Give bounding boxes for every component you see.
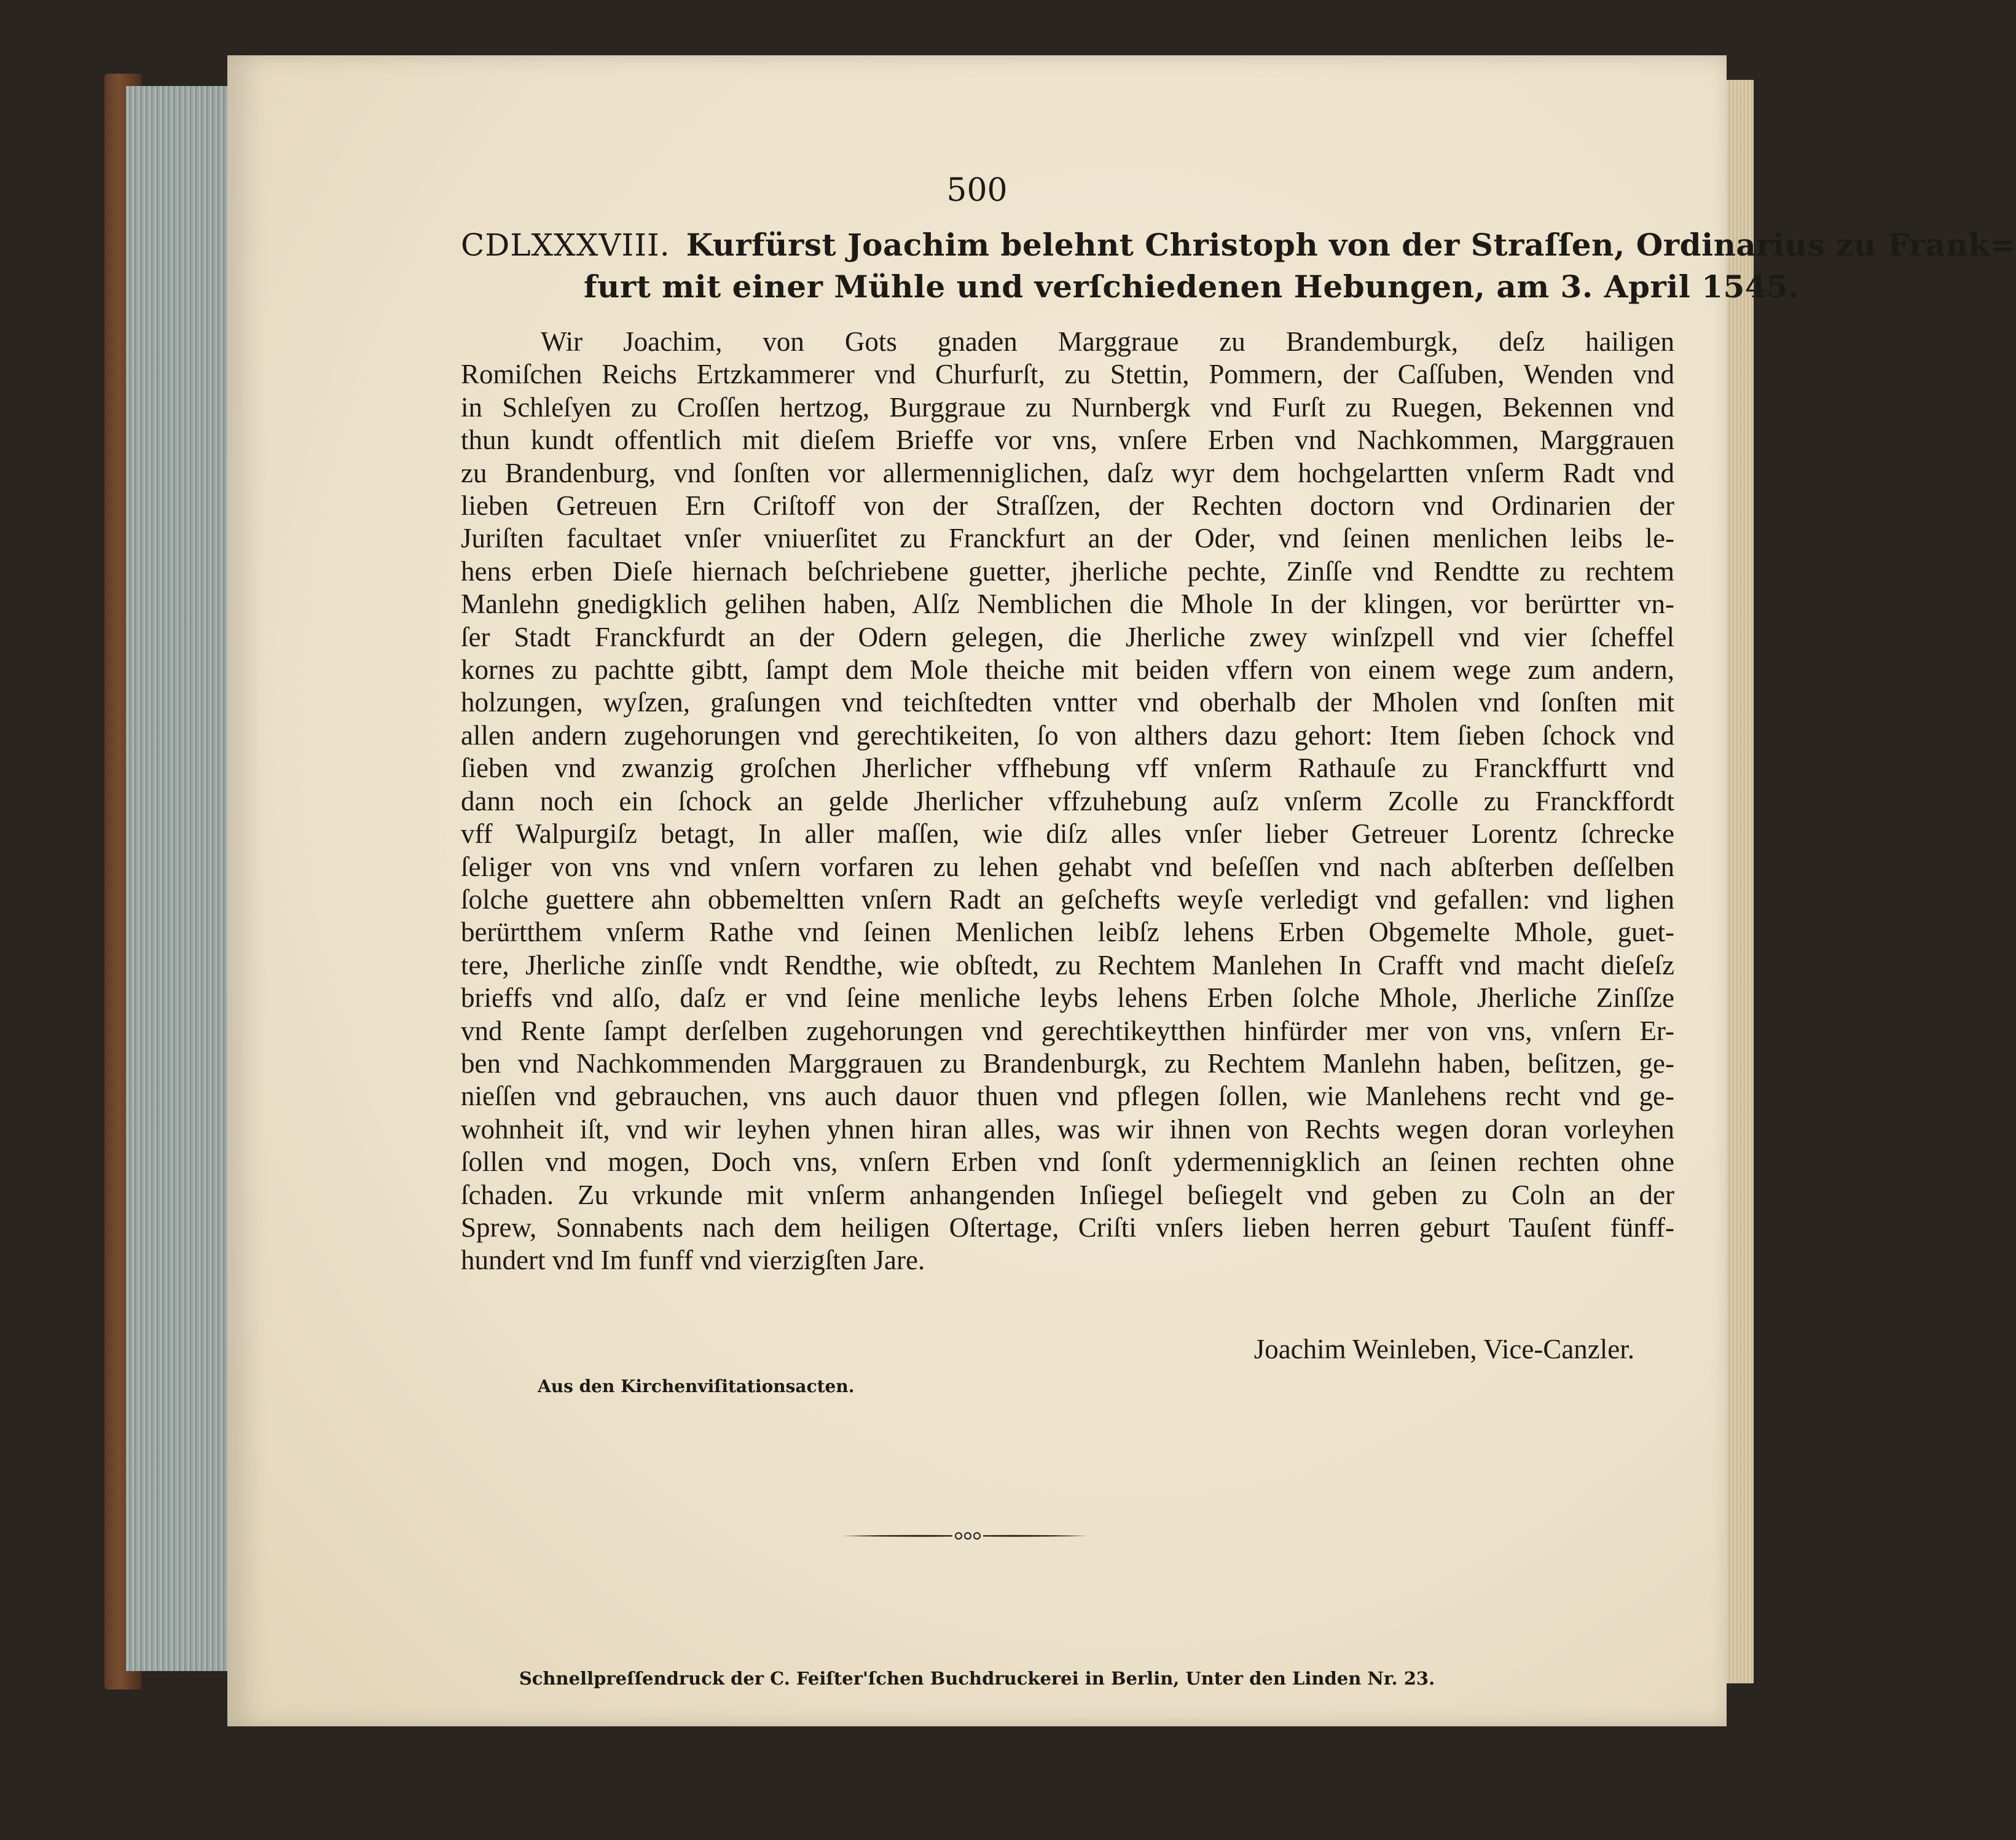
text-line: Manlehn gnedigklich gelihen haben, Alſz Nemblichen die Mhole In der klingen, vor berürtter vn- [461,589,1674,620]
text-line: ſolche guettere ahn obbemeltten vnſern Radt an geſchefts weyſe verledigt vnd gefallen: vnd lighen [461,883,1674,915]
signature-line: Joachim Weinleben, Vice-Canzler. [1253,1334,1634,1364]
text-line: ſeliger von vns vnd vnſern vorfaren zu lehen gehabt vnd beſeſſen vnd nach abſterben deſſelben [461,851,1674,882]
text-line: Romiſchen Reichs Ertzkammerer vnd Churfurſt, zu Stettin, Pommern, der Caſſuben, Wenden vnd [461,359,1674,390]
title-text-1: Kurfürst Joachim belehnt Christoph von der Straſſen, Ordinarius zu Frank= [686,227,2016,263]
document-number: CDLXXXVIII. [461,227,670,263]
page-stack-left [126,86,233,1671]
text-line: vff Walpurgiſz betagt, In aller maſſen, wie diſz alles vnſer lieber Getreuer Lorentz ſchrecke [461,818,1674,850]
text-line: kornes zu pachtte gibtt, ſampt dem Mole theiche mit beiden vffern von einem wege zum andern, [461,654,1674,686]
text-line: ſieben vnd zwanzig groſchen Jherlicher vffhebung vff vnſerm Rathauſe zu Franckffurtt vnd [461,753,1674,784]
text-line: ſer Stadt Franckfurdt an der Odern gelegen, die Jherliche zwey winſzpell vnd vier ſcheffel [461,621,1674,652]
text-line: hens erben Dieſe hiernach beſchriebene guetter, jherliche pechte, Zinſſe vnd Rendtte zu rechtem [461,555,1674,587]
text-line: tere, Jherliche zinſſe vndt Rendthe, wie obſtedt, zu Rechtem Manlehen In Crafft vnd macht dieſeſz [461,949,1674,981]
text-line: brieffs vnd alſo, daſz er vnd ſeine menliche leybs lehens Erben ſolche Mhole, Jherliche Zinſſze [461,982,1674,1014]
source-note: Aus den Kirchenviſitationsacten. [538,1376,855,1396]
text-line: vnd Rente ſampt derſelben zugehorungen vnd gerechtikeytthen hinfürder mer von vns, vnſern Er- [461,1015,1674,1046]
text-line: nieſſen vnd gebrauchen, vns auch dauor thuen vnd pflegen ſollen, wie Manlehens recht vnd ge- [461,1081,1674,1112]
document-title [461,224,2016,308]
text-line: lieben Getreuen Ern Criſtoff von der Straſſzen, der Rechten doctorn vnd Ordinarien der [461,490,1674,522]
charter-text [461,326,1674,1277]
text-line: hundert vnd Im funff vnd vierzigſten Jare. [461,1245,925,1276]
text-line: ſchaden. Zu vrkunde mit vnſerm anhangenden Inſiegel beſiegelt vnd geben zu Coln an der [461,1179,1674,1210]
text-line: ben vnd Nachkommenden Marggrauen zu Brandenburgk, zu Rechtem Manlehn haben, beſitzen, ge- [461,1047,1674,1079]
printer-imprint: Schnellpreſſendruck der C. Feiſter'ſchen Buchdruckerei in Berlin, Unter den Linden Nr. 23. [519,1668,1435,1689]
text-line: Juriſten facultaet vnſer vniuerſitet zu Franckfurt an der Oder, vnd ſeinen menlichen leibs le- [461,523,1674,554]
text-line: in Schleſyen zu Croſſen hertzog, Burggraue zu Nurnbergk vnd Furſt zu Ruegen, Bekennen vnd [461,391,1674,423]
text-line: holzungen, wyſzen, graſungen vnd teichſtedten vntter vnd oberhalb der Mholen vnd ſonſten mit [461,687,1674,718]
text-line: Wir Joachim, von Gots gnaden Marggraue zu Brandemburgk, deſz hailigen [541,326,1674,357]
text-line: berürtthem vnſerm Rathe vnd ſeinen Menlichen leibſz lehens Erben Obgemelte Mhole, guet- [461,917,1674,948]
page [227,55,2016,1726]
text-line: ſollen vnd mogen, Doch vns, vnſern Erben vnd ſonſt ydermennigklich an ſeinen rechten ohne [461,1146,1674,1178]
text-line: thun kundt offentlich mit dieſem Brieffe vor vns, vnſere Erben vnd Nachkommen, Marggrauen [461,425,1674,456]
ornament-divider [842,1527,1088,1545]
text-line: wohnheit iſt, vnd wir leyhen yhnen hiran alles, was wir ihnen von Rechts wegen doran vorleyhen [461,1113,1674,1145]
text-line: dann noch ein ſchock an gelde Jherlicher vffzuhebung auſz vnſerm Zcolle zu Franckffordt [461,785,1674,816]
title-line-1 [461,224,2016,266]
text-line: Sprew, Sonnabents nach dem heiligen Oſtertage, Criſti vnſers lieben herren geburt Tauſent fünff- [461,1212,1674,1243]
text-line: zu Brandenburg, vnd ſonſten vor allermenniglichen, daſz wyr dem hochgelartten vnſerm Radt vnd [461,457,1674,488]
title-line-2: furt mit einer Mühle und verſchiedenen Hebungen, am 3. April 1545. [584,268,1800,305]
page-number: 500 [946,172,1008,209]
text-line: allen andern zugehorungen vnd gerechtikeiten, ſo von althers dazu gehort: Item ſieben ſchock vnd [461,719,1674,751]
